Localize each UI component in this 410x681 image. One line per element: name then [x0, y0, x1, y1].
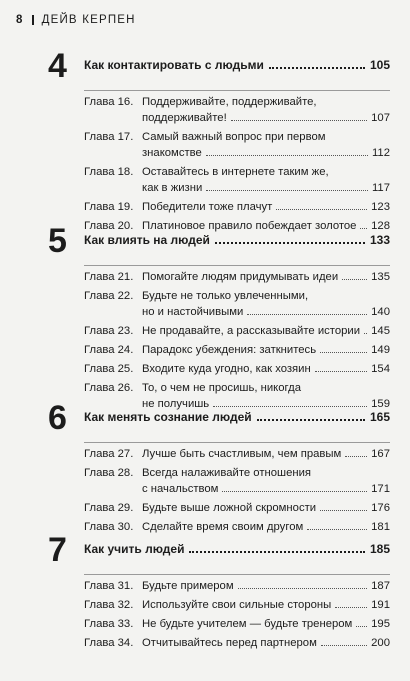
chapter-page-number: 123	[371, 201, 390, 213]
chapter-title: Лучше быть счастливым, чем правым	[142, 448, 342, 460]
page-number: 8	[16, 14, 24, 26]
chapter-entry[interactable]	[84, 94, 390, 126]
part-title: Как влиять на людей	[84, 233, 210, 247]
dot-leader	[335, 607, 367, 608]
part-title-line	[84, 542, 390, 556]
chapter-label: Глава 21.	[84, 271, 134, 283]
chapter-label: Глава 16.	[84, 96, 134, 108]
dot-leader	[342, 279, 367, 280]
chapter-title: То, о чем не просишь, никогда	[142, 382, 301, 394]
chapter-page-number: 107	[371, 112, 390, 124]
dot-leader	[222, 491, 367, 492]
toc-part	[0, 47, 410, 234]
chapter-entry[interactable]	[84, 500, 390, 516]
chapter-list	[84, 269, 390, 412]
chapter-label: Глава 28.	[84, 467, 134, 479]
chapter-entry[interactable]	[84, 519, 390, 535]
chapter-label: Глава 23.	[84, 325, 134, 337]
chapter-page-number: 167	[371, 448, 390, 460]
chapter-label: Глава 24.	[84, 344, 134, 356]
chapter-entry[interactable]	[84, 616, 390, 632]
dot-leader	[320, 510, 367, 511]
chapter-label: Глава 27.	[84, 448, 134, 460]
chapter-entry[interactable]	[84, 465, 390, 497]
chapter-label: Глава 34.	[84, 637, 134, 649]
chapter-title: как в жизни	[142, 182, 203, 194]
chapter-entry[interactable]	[84, 578, 390, 594]
chapter-title: Сделайте время своим другом	[142, 521, 304, 533]
chapter-entry[interactable]	[84, 164, 390, 196]
chapter-page-number: 171	[371, 483, 390, 495]
chapter-label: Глава 32.	[84, 599, 134, 611]
dot-leader	[364, 333, 367, 334]
dot-leader	[276, 209, 367, 210]
chapter-title: Входите куда угодно, как хозяин	[142, 363, 311, 375]
chapter-title: Всегда налаживайте отношения	[142, 467, 312, 479]
part-number: 6	[48, 399, 67, 437]
dot-leader	[247, 314, 367, 315]
chapter-label: Глава 26.	[84, 382, 134, 394]
dot-leader	[206, 190, 368, 191]
chapter-page-number: 140	[371, 306, 390, 318]
chapter-page-number: 159	[371, 398, 390, 410]
part-title-line	[84, 410, 390, 424]
part-number: 7	[48, 531, 67, 569]
chapter-list	[84, 446, 390, 535]
chapter-title: Поддерживайте, поддерживайте,	[142, 96, 317, 108]
chapter-page-number: 135	[371, 271, 390, 283]
chapter-page-number: 195	[371, 618, 390, 630]
chapter-entry[interactable]	[84, 446, 390, 462]
chapter-title: Парадокс убеждения: заткнитесь	[142, 344, 317, 356]
chapter-page-number: 176	[371, 502, 390, 514]
chapter-label: Глава 18.	[84, 166, 134, 178]
chapter-page-number: 187	[371, 580, 390, 592]
part-title: Как менять сознание людей	[84, 410, 252, 424]
chapter-title: Платиновое правило побеждает золотое	[142, 220, 357, 232]
part-divider	[84, 442, 390, 443]
dot-leader	[315, 371, 367, 372]
part-heading[interactable]	[0, 399, 410, 437]
chapter-title: с начальством	[142, 483, 219, 495]
dot-leader	[321, 645, 367, 646]
part-number: 5	[48, 222, 67, 260]
part-page-number: 185	[369, 542, 390, 556]
dot-leader	[269, 67, 365, 69]
part-divider	[84, 265, 390, 266]
chapter-page-number: 181	[371, 521, 390, 533]
chapter-page-number: 149	[371, 344, 390, 356]
part-divider	[84, 90, 390, 91]
chapter-title: не получишь	[142, 398, 210, 410]
chapter-page-number: 112	[371, 147, 390, 159]
chapter-entry[interactable]	[84, 288, 390, 320]
chapter-page-number: 154	[371, 363, 390, 375]
dot-leader	[257, 419, 365, 421]
part-page-number: 165	[369, 410, 390, 424]
chapter-entry[interactable]	[84, 199, 390, 215]
chapter-title: знакомстве	[142, 147, 202, 159]
chapter-entry[interactable]	[84, 323, 390, 339]
part-title-line	[84, 233, 390, 247]
chapter-entry[interactable]	[84, 635, 390, 651]
chapter-title: но и настойчивыми	[142, 306, 244, 318]
header-divider	[32, 15, 34, 25]
chapter-entry[interactable]	[84, 269, 390, 285]
part-title-line	[84, 58, 390, 72]
dot-leader	[215, 242, 365, 244]
chapter-entry[interactable]	[84, 361, 390, 377]
toc-part	[0, 399, 410, 535]
toc-part	[0, 531, 410, 651]
dot-leader	[189, 551, 364, 553]
chapter-page-number: 200	[371, 637, 390, 649]
chapter-title: Будьте выше ложной скромности	[142, 502, 317, 514]
chapter-label: Глава 25.	[84, 363, 134, 375]
chapter-title: Не продавайте, а рассказывайте истории	[142, 325, 361, 337]
chapter-page-number: 117	[371, 182, 390, 194]
part-number: 4	[48, 47, 67, 85]
chapter-page-number: 191	[371, 599, 390, 611]
chapter-list	[84, 94, 390, 234]
part-heading[interactable]	[0, 222, 410, 260]
dot-leader	[307, 529, 367, 530]
chapter-title: Будьте примером	[142, 580, 234, 592]
chapter-title: Победители тоже плачут	[142, 201, 273, 213]
chapter-title: Не будьте учителем — будьте тренером	[142, 618, 353, 630]
toc-part	[0, 222, 410, 412]
chapter-title: Помогайте людям придумывать идеи	[142, 271, 339, 283]
chapter-entry[interactable]	[84, 129, 390, 161]
chapter-title: Отчитывайтесь перед партнером	[142, 637, 317, 649]
chapter-label: Глава 30.	[84, 521, 134, 533]
chapter-label: Глава 17.	[84, 131, 134, 143]
part-heading[interactable]	[0, 47, 410, 85]
chapter-title: Оставайтесь в интернете таким же,	[142, 166, 329, 178]
chapter-title: Самый важный вопрос при первом	[142, 131, 326, 143]
dot-leader	[238, 588, 368, 589]
chapter-label: Глава 20.	[84, 220, 134, 232]
dot-leader	[206, 155, 368, 156]
chapter-title: Будьте не только увлеченными,	[142, 290, 309, 302]
dot-leader	[356, 626, 367, 627]
dot-leader	[231, 120, 367, 121]
part-page-number: 133	[369, 233, 390, 247]
chapter-entry[interactable]	[84, 342, 390, 358]
chapter-page-number: 145	[371, 325, 390, 337]
chapter-label: Глава 31.	[84, 580, 134, 592]
running-header	[16, 14, 136, 26]
part-page-number: 105	[369, 58, 390, 72]
chapter-title: поддерживайте!	[142, 112, 227, 124]
part-heading[interactable]	[0, 531, 410, 569]
chapter-title: Используйте свои сильные стороны	[142, 599, 332, 611]
chapter-entry[interactable]	[84, 597, 390, 613]
dot-leader	[320, 352, 367, 353]
chapter-list	[84, 578, 390, 651]
part-title: Как учить людей	[84, 542, 185, 556]
dot-leader	[345, 456, 367, 457]
chapter-label: Глава 33.	[84, 618, 134, 630]
author-name: ДЕЙВ КЕРПЕН	[41, 14, 136, 26]
chapter-label: Глава 22.	[84, 290, 134, 302]
part-divider	[84, 574, 390, 575]
chapter-label: Глава 29.	[84, 502, 134, 514]
chapter-page-number: 128	[371, 220, 390, 232]
chapter-label: Глава 19.	[84, 201, 134, 213]
part-title: Как контактировать с людьми	[84, 58, 264, 72]
